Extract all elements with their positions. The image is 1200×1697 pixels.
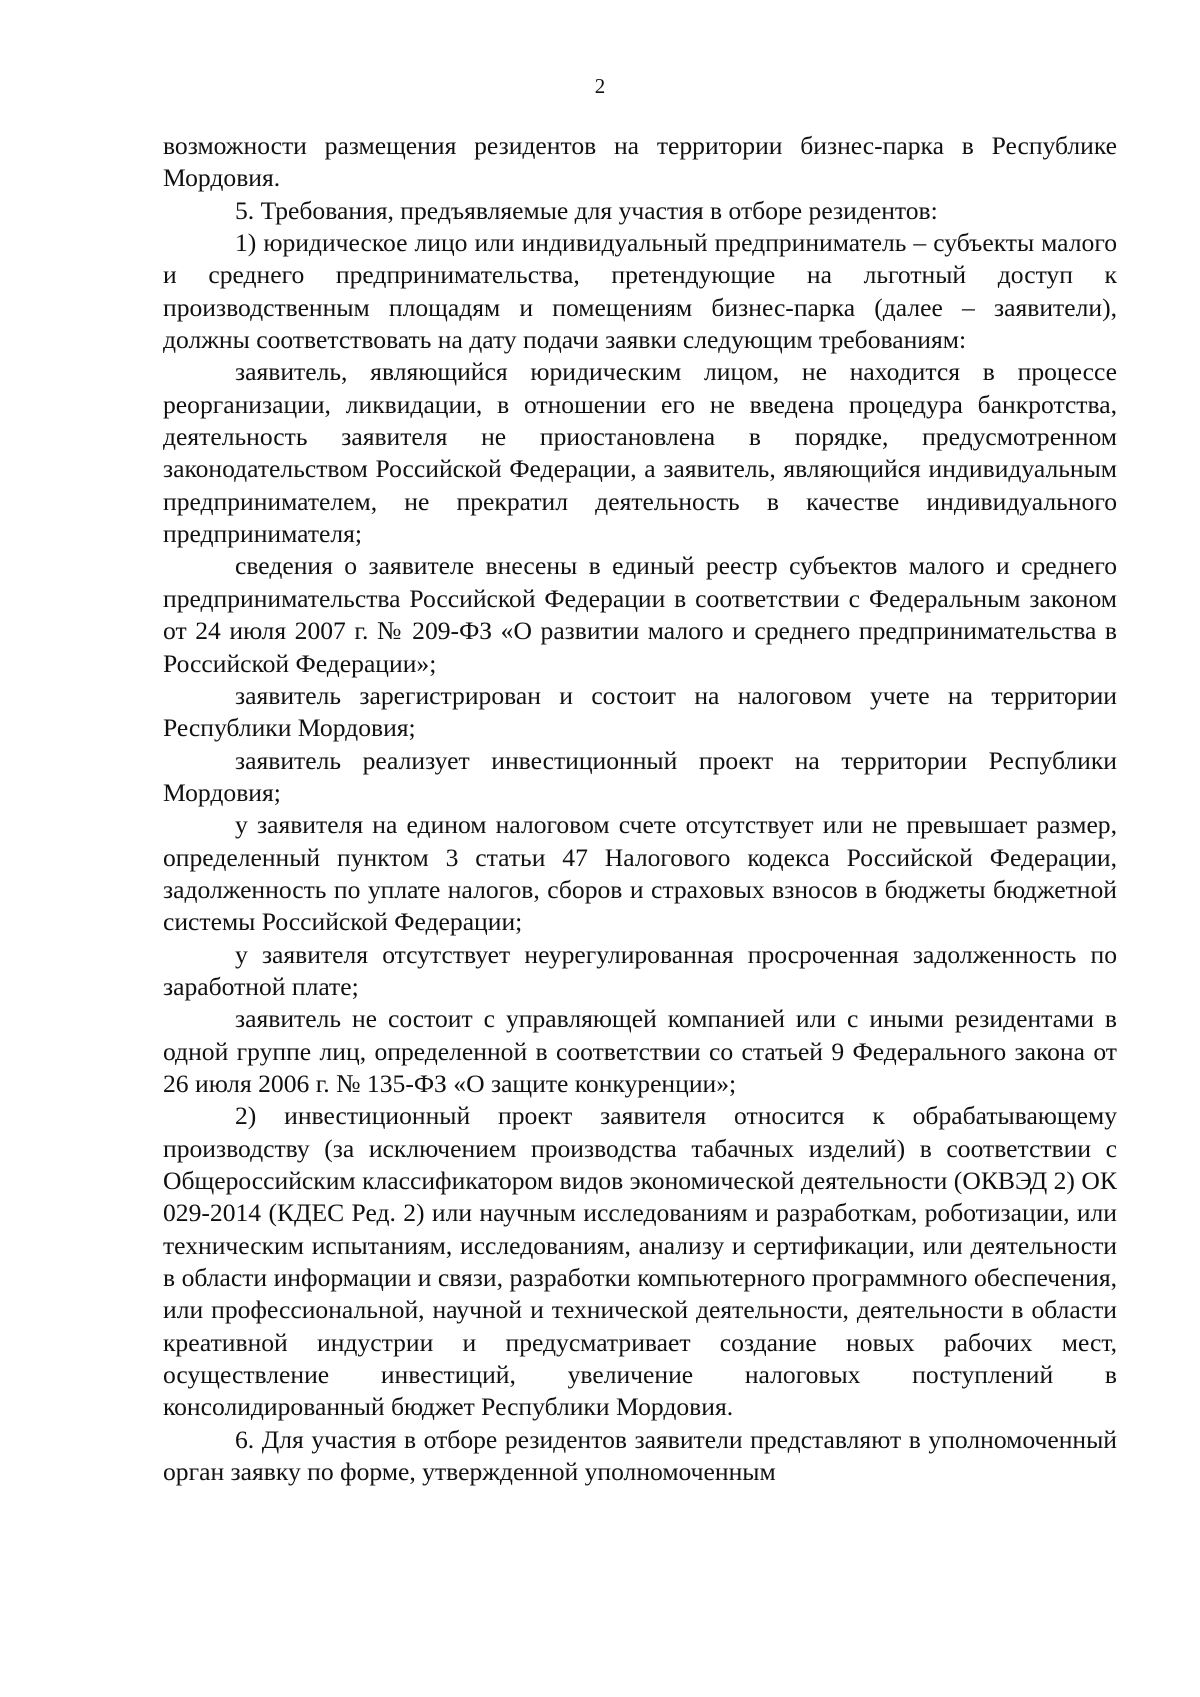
document-body: [163, 130, 1117, 1488]
paragraph-subitem-2: 2) инвестиционный проект заявителя относится к обрабатывающему производству (за исключением производства табачных изделий) в соответствии с Общероссийским классификатором видов экономической деятельности (ОКВЭД 2) ОК 029-2014 (КДЕС Ред. 2) или научным исследованиям и разработкам, роботизации, или техническим испытаниям, исследованиям, анализу и сертификации, или деятельности в области информации и связи, разработки компьютерного программного обеспечения, или профессиональной, научной и технической деятельности, деятельности в области креативной индустрии и предусматривает создание новых рабочих мест, осуществление инвестиций, увеличение налоговых поступлений в консолидированный бюджет Республики Мордовия.: [163, 1101, 1117, 1422]
paragraph-continuation: возможности размещения резидентов на территории бизнес-парка в Республике Мордовия.: [163, 131, 1117, 193]
paragraph-item-6: 6. Для участия в отборе резидентов заявители представляют в уполномоченный орган заявку по форме, утвержденной уполномоченным: [163, 1424, 1117, 1487]
paragraph-subitem-1: 1) юридическое лицо или индивидуальный предприниматель – субъекты малого и среднего предпринимательства, претендующие на льготный доступ к производственным площадям и помещениям бизнес-парка (далее – заявители), должны соответствовать на дату подачи заявки следующим требованиям:: [163, 228, 1117, 355]
paragraph-item-5-heading: 5. Требования, предъявляемые для участия в отборе резидентов:: [235, 195, 938, 225]
paragraph-requirement-not-reorganized: заявитель, являющийся юридическим лицом, не находится в процессе реорганизации, ликвидации, в отношении его не введена процедура банкротства, деятельность заявителя не приостановлена в порядке, предусмотренном законодательством Российской Федерации, а заявитель, являющийся индивидуальным предпринимателем, не прекратил деятельность в качестве индивидуального предпринимателя;: [163, 357, 1117, 549]
paragraph-requirement-salary-debt: у заявителя отсутствует неурегулированная просроченная задолженность по заработной плате;: [163, 939, 1117, 1001]
paragraph-requirement-tax-registration: заявитель зарегистрирован и состоит на налоговом учете на территории Республики Мордовия;: [163, 680, 1117, 743]
paragraph-requirement-tax-debt: у заявителя на едином налоговом счете отсутствует или не превышает размер, определенный пунктом 3 статьи 47 Налогового кодекса Российской Федерации, задолженность по уплате налогов, сборов и страховых взносов в бюджеты бюджетной системы Российской Федерации;: [163, 810, 1117, 937]
paragraph-requirement-investment-project: заявитель реализует инвестиционный проект на территории Республики Мордовия;: [163, 745, 1117, 807]
paragraph-requirement-group-of-persons: заявитель не состоит с управляющей компанией или с иными резидентами в одной группе лиц, определенной в соответствии со статьей 9 Федерального закона от 26 июля 2006 г. № 135-ФЗ «О защите конкуренции»;: [163, 1004, 1117, 1098]
page-number: 2: [594, 74, 606, 98]
paragraph-requirement-registry: сведения о заявителе внесены в единый реестр субъектов малого и среднего предпринимательства Российской Федерации в соответствии с Федеральным законом от 24 июля 2007 г. № 209-ФЗ «О развитии малого и среднего предпринимательства в Российской Федерации»;: [163, 551, 1117, 678]
